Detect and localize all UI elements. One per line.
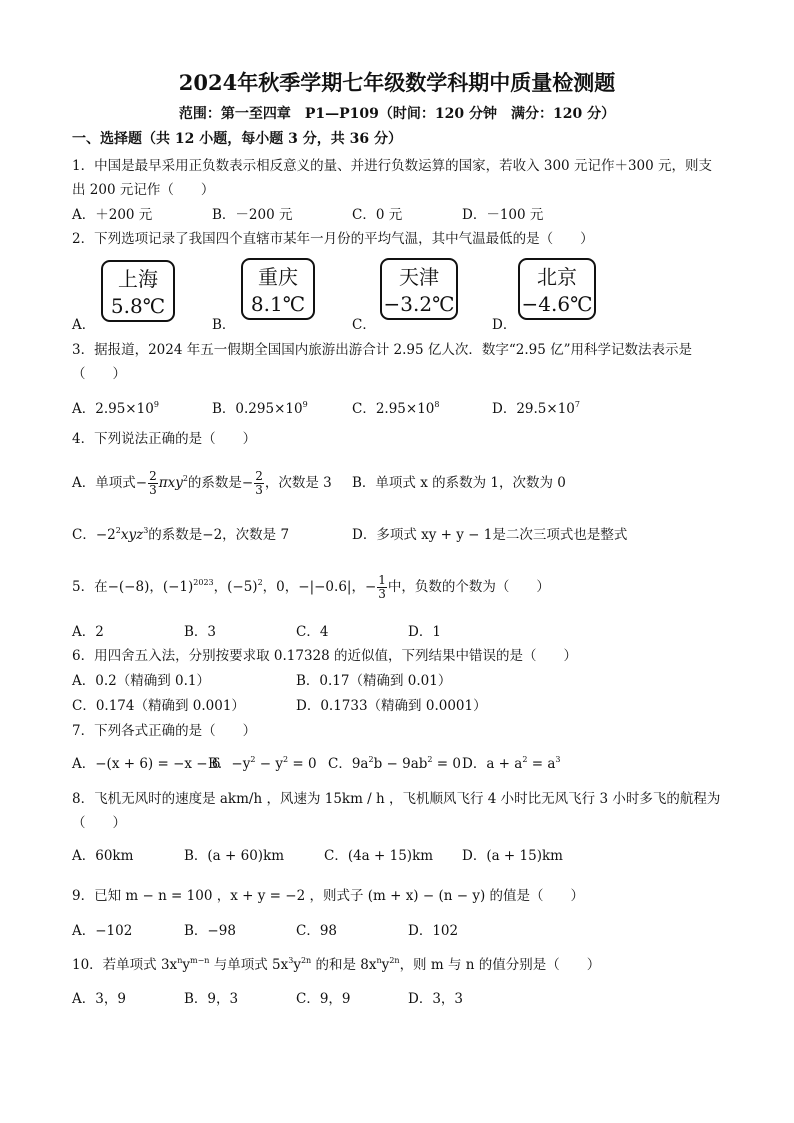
- q4-option-c: C．$-2^2xyz^3$的系数是−2，次数是 7: [72, 526, 290, 543]
- q7-option-b: B．$-y^2 - y^2 = 0$: [208, 755, 317, 772]
- q2-card-temp: 8.1℃: [250, 292, 306, 316]
- q2-option-c-label: C．: [352, 317, 376, 333]
- q9-stem: 9．已知 m − n = 100 ，x + y = −2 ，则式子 (m + x) − (n − y) 的值是（ ）: [72, 888, 585, 904]
- q4-option-b: B．单项式 x 的系数为 1，次数为 0: [352, 475, 566, 491]
- q3-option-a: A．$2.95\times 10^9$: [72, 400, 159, 417]
- q2-card-beijing: [518, 258, 596, 320]
- q10-option-d: D．3，3: [408, 991, 464, 1007]
- section-heading: 一、选择题（共 12 小题，每小题 3 分，共 36 分）: [72, 131, 402, 147]
- q6-option-d: D．0.1733（精确到 0.0001）: [296, 698, 487, 714]
- q8-option-b: B．(a + 60)km: [184, 848, 285, 864]
- q1-option-b: B．－200 元: [212, 207, 293, 223]
- q8-option-d: D．(a + 15)km: [462, 848, 563, 864]
- q9-option-d: D．102: [408, 923, 459, 939]
- q9-option-c: C．98: [296, 923, 338, 939]
- q5-option-d: D．1: [408, 624, 441, 640]
- q6-option-a: A．0.2（精确到 0.1）: [72, 673, 210, 689]
- q2-card-city: 重庆: [258, 265, 298, 289]
- q1-option-c: C．0 元: [352, 207, 403, 223]
- q10-option-a: A．3，9: [72, 991, 126, 1007]
- q2-stem: 2．下列选项记录了我国四个直辖市某年一月份的平均气温，其中气温最低的是（ ）: [72, 231, 594, 247]
- q4-stem: 4．下列说法正确的是（ ）: [72, 431, 257, 447]
- q2-card-city: 天津: [399, 265, 439, 289]
- q3-stem-line2: （ ）: [72, 366, 126, 382]
- q7-stem: 7．下列各式正确的是（ ）: [72, 723, 257, 739]
- q2-card-shanghai: [101, 260, 175, 322]
- q5-option-b: B．3: [184, 624, 217, 640]
- q5-stem: 5．在−(−8)，$(-1)^{2023}$，$(-5)^2$，0，−|−0.6|，− $\frac{1}{3}$ 中，负数的个数为（ ）: [72, 573, 550, 601]
- q8-option-c: C．(4a + 15)km: [324, 848, 434, 864]
- q2-card-city: 上海: [118, 267, 158, 291]
- q3-option-d: D．$29.5\times 10^7$: [492, 400, 580, 417]
- q4-option-a: A．单项式− $\frac{2}{3}$ πxy$^2$的系数是− $\frac{2}{3}$ ，次数是 3: [72, 469, 332, 497]
- q1-option-a: A．＋200 元: [72, 207, 153, 223]
- q6-stem: 6．用四舍五入法，分别按要求取 0.17328 的近似值，下列结果中错误的是（ ）: [72, 648, 577, 664]
- q2-option-a-label: A．: [72, 317, 96, 333]
- q2-card-temp: −4.6℃: [521, 292, 593, 316]
- q3-option-c: C．$2.95\times 10^8$: [352, 400, 440, 417]
- q9-option-a: A．−102: [72, 923, 133, 939]
- q1-stem-line1: 1．中国是最早采用正负数表示相反意义的量、并进行负数运算的国家，若收入 300 元记作＋300 元，则支: [72, 158, 712, 174]
- q10-option-c: C．9，9: [296, 991, 351, 1007]
- q8-option-a: A．60km: [72, 848, 134, 864]
- q7-option-a: A．−(x + 6) = −x − 6: [72, 756, 221, 772]
- q2-card-city: 北京: [537, 265, 577, 289]
- q6-option-c: C．0.174（精确到 0.001）: [72, 698, 245, 714]
- q8-stem-line1: 8．飞机无风时的速度是 akm/h ，风速为 15km / h ，飞机顺风飞行 4 小时比无风飞行 3 小时多飞的航程为: [72, 791, 721, 807]
- q1-stem-line2: 出 200 元记作（ ）: [72, 182, 215, 198]
- q2-card-tianjin: [380, 258, 458, 320]
- q2-card-temp: −3.2℃: [383, 292, 455, 316]
- q2-option-d-label: D．: [492, 317, 517, 333]
- q1-option-d: D．－100 元: [462, 207, 544, 223]
- q3-option-b: B．$0.295\times 10^9$: [212, 400, 308, 417]
- q10-option-b: B．9，3: [184, 991, 239, 1007]
- q10-stem: 10．若单项式 $3x^ny^{m-n}$ 与单项式 $5x^3y^{2n}$ 的和是 $8x^ny^{2n}$，则 m 与 n 的值分别是（ ）: [72, 956, 601, 973]
- q9-option-b: B．−98: [184, 923, 236, 939]
- exam-info: 范围：第一至四章 P1—P109（时间：120 分钟 满分：120 分）: [178, 106, 616, 122]
- q5-option-c: C．4: [296, 624, 329, 640]
- q2-card-temp: 5.8℃: [110, 294, 166, 318]
- q4-option-d: D．多项式 xy + y − 1是二次三项式也是整式: [352, 527, 628, 543]
- q2-card-chongqing: [241, 258, 315, 320]
- q2-option-b-label: B．: [212, 317, 236, 333]
- q7-option-c: C．$9a^2b - 9ab^2 = 0$: [328, 755, 461, 772]
- page-title: 2024年秋季学期七年级数学科期中质量检测题: [178, 70, 616, 95]
- q6-option-b: B．0.17（精确到 0.01）: [296, 673, 452, 689]
- q7-option-d: D．$a + a^2 = a^3$: [462, 755, 561, 772]
- q5-option-a: A．2: [72, 624, 104, 640]
- q8-stem-line2: （ ）: [72, 815, 126, 831]
- q3-stem-line1: 3．据报道，2024 年五一假期全国国内旅游出游合计 2.95 亿人次．数字“2.95 亿”用科学记数法表示是: [72, 342, 693, 358]
